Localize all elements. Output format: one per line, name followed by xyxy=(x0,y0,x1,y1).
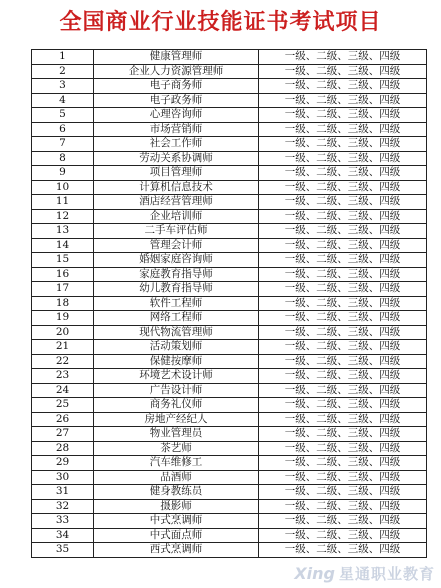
cell-number: 15 xyxy=(32,253,94,268)
cell-number: 21 xyxy=(32,340,94,355)
cell-number: 32 xyxy=(32,499,94,514)
cell-levels: 一级、二级、三级、四级 xyxy=(259,151,427,166)
cell-levels: 一级、二级、三级、四级 xyxy=(259,122,427,137)
cell-levels: 一级、二级、三级、四级 xyxy=(259,499,427,514)
cell-name: 茶艺师 xyxy=(94,441,259,456)
cell-number: 16 xyxy=(32,267,94,282)
cell-levels: 一级、二级、三级、四级 xyxy=(259,412,427,427)
table-row xyxy=(32,543,427,558)
table-row xyxy=(32,267,427,282)
cell-number: 5 xyxy=(32,108,94,123)
cell-number: 10 xyxy=(32,180,94,195)
table-row xyxy=(32,412,427,427)
cell-number: 17 xyxy=(32,282,94,297)
cell-levels: 一级、二级、三级、四级 xyxy=(259,224,427,239)
cell-number: 9 xyxy=(32,166,94,181)
cell-number: 11 xyxy=(32,195,94,210)
cell-name: 酒店经营管理师 xyxy=(94,195,259,210)
cell-levels: 一级、二级、三级、四级 xyxy=(259,441,427,456)
cell-levels: 一级、二级、三级、四级 xyxy=(259,340,427,355)
cell-number: 22 xyxy=(32,354,94,369)
cell-name: 环境艺术设计师 xyxy=(94,369,259,384)
cell-name: 中式烹调师 xyxy=(94,514,259,529)
cell-levels: 一级、二级、三级、四级 xyxy=(259,166,427,181)
cell-name: 电子政务师 xyxy=(94,93,259,108)
cell-number: 30 xyxy=(32,470,94,485)
cell-levels: 一级、二级、三级、四级 xyxy=(259,427,427,442)
table-row xyxy=(32,427,427,442)
cell-name: 健康管理师 xyxy=(94,50,259,65)
cell-name: 心理咨询师 xyxy=(94,108,259,123)
table-row xyxy=(32,224,427,239)
watermark-text: 星通职业教育 xyxy=(338,564,435,583)
cell-name: 电子商务师 xyxy=(94,79,259,94)
table-row xyxy=(32,325,427,340)
table-row xyxy=(32,180,427,195)
cell-number: 34 xyxy=(32,528,94,543)
table-row xyxy=(32,166,427,181)
page-title: 全国商业行业技能证书考试项目 xyxy=(59,10,382,35)
cell-name: 二手车评估师 xyxy=(94,224,259,239)
cell-levels: 一级、二级、三级、四级 xyxy=(259,325,427,340)
table-row xyxy=(32,528,427,543)
cell-number: 27 xyxy=(32,427,94,442)
table-row xyxy=(32,296,427,311)
table-body xyxy=(32,50,427,558)
cell-number: 18 xyxy=(32,296,94,311)
cell-levels: 一级、二级、三级、四级 xyxy=(259,267,427,282)
table-row xyxy=(32,195,427,210)
cell-levels: 一级、二级、三级、四级 xyxy=(259,195,427,210)
cell-levels: 一级、二级、三级、四级 xyxy=(259,108,427,123)
cell-levels: 一级、二级、三级、四级 xyxy=(259,282,427,297)
cell-name: 市场营销师 xyxy=(94,122,259,137)
table-row xyxy=(32,369,427,384)
cell-number: 2 xyxy=(32,64,94,79)
table-row xyxy=(32,50,427,65)
cell-name: 西式烹调师 xyxy=(94,543,259,558)
cell-levels: 一级、二级、三级、四级 xyxy=(259,79,427,94)
cell-number: 6 xyxy=(32,122,94,137)
table-row xyxy=(32,354,427,369)
cell-number: 20 xyxy=(32,325,94,340)
cell-number: 19 xyxy=(32,311,94,326)
cell-levels: 一级、二级、三级、四级 xyxy=(259,398,427,413)
cell-number: 8 xyxy=(32,151,94,166)
cell-levels: 一级、二级、三级、四级 xyxy=(259,64,427,79)
cell-name: 管理会计师 xyxy=(94,238,259,253)
cell-levels: 一级、二级、三级、四级 xyxy=(259,253,427,268)
cell-levels: 一级、二级、三级、四级 xyxy=(259,528,427,543)
cell-name: 保健按摩师 xyxy=(94,354,259,369)
cell-name: 摄影师 xyxy=(94,499,259,514)
cell-number: 35 xyxy=(32,543,94,558)
cell-name: 企业培训师 xyxy=(94,209,259,224)
cell-name: 房地产经纪人 xyxy=(94,412,259,427)
cell-number: 29 xyxy=(32,456,94,471)
table-row xyxy=(32,470,427,485)
cell-number: 12 xyxy=(32,209,94,224)
cell-number: 1 xyxy=(32,50,94,65)
table-row xyxy=(32,108,427,123)
table-row xyxy=(32,253,427,268)
cell-levels: 一级、二级、三级、四级 xyxy=(259,50,427,65)
table-row xyxy=(32,151,427,166)
cell-name: 品酒师 xyxy=(94,470,259,485)
cell-levels: 一级、二级、三级、四级 xyxy=(259,383,427,398)
cell-number: 28 xyxy=(32,441,94,456)
table-row xyxy=(32,311,427,326)
cell-number: 13 xyxy=(32,224,94,239)
cell-number: 7 xyxy=(32,137,94,152)
table-row xyxy=(32,209,427,224)
table-row xyxy=(32,122,427,137)
cell-levels: 一级、二级、三级、四级 xyxy=(259,296,427,311)
cell-number: 14 xyxy=(32,238,94,253)
cell-name: 项目管理师 xyxy=(94,166,259,181)
table-row xyxy=(32,93,427,108)
cell-name: 汽车维修工 xyxy=(94,456,259,471)
table-row xyxy=(32,499,427,514)
table-row xyxy=(32,514,427,529)
cell-name: 商务礼仪师 xyxy=(94,398,259,413)
cell-levels: 一级、二级、三级、四级 xyxy=(259,470,427,485)
table-row xyxy=(32,137,427,152)
cell-number: 4 xyxy=(32,93,94,108)
cell-levels: 一级、二级、三级、四级 xyxy=(259,456,427,471)
cell-name: 广告设计师 xyxy=(94,383,259,398)
cell-levels: 一级、二级、三级、四级 xyxy=(259,311,427,326)
cell-number: 24 xyxy=(32,383,94,398)
cell-name: 家庭教育指导师 xyxy=(94,267,259,282)
cell-levels: 一级、二级、三级、四级 xyxy=(259,354,427,369)
table-row xyxy=(32,398,427,413)
cell-levels: 一级、二级、三级、四级 xyxy=(259,369,427,384)
cell-name: 网络工程师 xyxy=(94,311,259,326)
cell-levels: 一级、二级、三级、四级 xyxy=(259,514,427,529)
cell-name: 婚姻家庭咨询师 xyxy=(94,253,259,268)
cell-number: 31 xyxy=(32,485,94,500)
cell-number: 25 xyxy=(32,398,94,413)
cell-name: 中式面点师 xyxy=(94,528,259,543)
cell-levels: 一级、二级、三级、四级 xyxy=(259,180,427,195)
cell-name: 健身教练员 xyxy=(94,485,259,500)
cell-name: 幼儿教育指导师 xyxy=(94,282,259,297)
cell-name: 劳动关系协调师 xyxy=(94,151,259,166)
certificate-table xyxy=(31,49,427,558)
table-row xyxy=(32,79,427,94)
table-row xyxy=(32,485,427,500)
cell-name: 软件工程师 xyxy=(94,296,259,311)
cell-levels: 一级、二级、三级、四级 xyxy=(259,209,427,224)
cell-levels: 一级、二级、三级、四级 xyxy=(259,485,427,500)
table-row xyxy=(32,282,427,297)
cell-number: 33 xyxy=(32,514,94,529)
cell-levels: 一级、二级、三级、四级 xyxy=(259,93,427,108)
table-row xyxy=(32,238,427,253)
table-row xyxy=(32,383,427,398)
cell-name: 企业人力资源管理师 xyxy=(94,64,259,79)
cell-levels: 一级、二级、三级、四级 xyxy=(259,238,427,253)
table-row xyxy=(32,441,427,456)
table-row xyxy=(32,340,427,355)
cell-name: 计算机信息技术 xyxy=(94,180,259,195)
cell-name: 物业管理员 xyxy=(94,427,259,442)
cell-levels: 一级、二级、三级、四级 xyxy=(259,137,427,152)
cell-name: 活动策划师 xyxy=(94,340,259,355)
table-row xyxy=(32,456,427,471)
cell-number: 23 xyxy=(32,369,94,384)
watermark-logo xyxy=(294,562,435,584)
table-row xyxy=(32,64,427,79)
cell-name: 社会工作师 xyxy=(94,137,259,152)
cell-number: 26 xyxy=(32,412,94,427)
cell-number: 3 xyxy=(32,79,94,94)
cell-levels: 一级、二级、三级、四级 xyxy=(259,543,427,558)
cell-name: 现代物流管理师 xyxy=(94,325,259,340)
watermark-latin: Xing xyxy=(294,563,335,583)
